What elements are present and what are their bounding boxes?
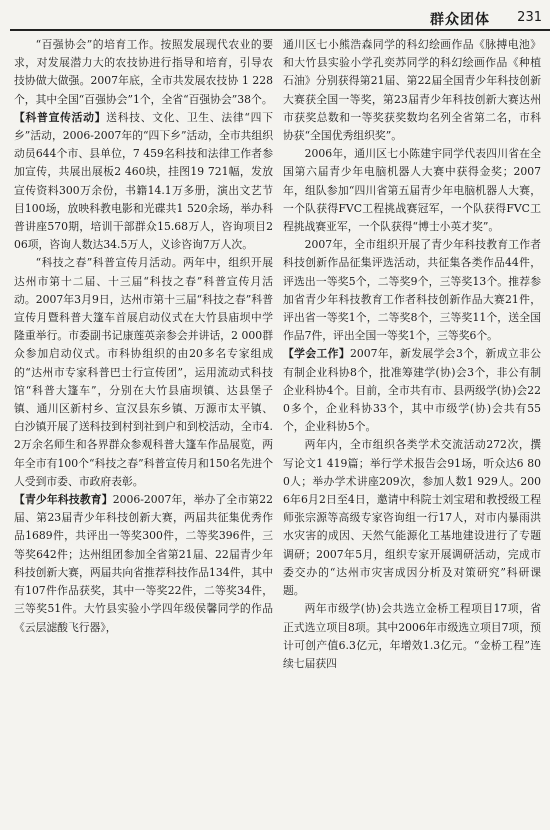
- section-tag-xuehui: 【学会工作】: [283, 347, 350, 361]
- paragraph-xuehui-text: 2007年，新发展学会3个，新成立非公有制企业科协8个，批准筹建学(协)会3个，非公有制企业科协4个。目前，全市共有市、县两级学(协)会220多个，企业科协33个，其中市级学(协)会共有55个，企业科协5个。: [283, 347, 541, 434]
- section-tag-kepu: 【科普宣传活动】: [14, 110, 107, 124]
- paragraph-kepu: [14, 109, 273, 255]
- paragraph-continued: 通川区七小熊浩森同学的科幻绘画作品《脉搏电池》和大竹县实验小学孔奕苏同学的科幻绘画作品《种植石油》分别获得第21届、第22届全国青少年科技创新大赛获全国一等奖，第23届青少年科技创新大赛达州市获奖总数和一等奖获奖数均名列全省第二名，市科协获“全国优秀组织奖”。: [283, 38, 541, 143]
- paragraph-xuehui: [283, 345, 541, 436]
- paragraph-academic: 两年内，全市组织各类学术交流活动272次，撰写论文1 419篇；举行学术报告会91场，听众达6 800人；举办学术讲座209次，参加人数1 929人。2006年6月2日至4日，邀请中科院士刘宝珺和教授级工程师张宗源等高级专家咨询组一行17人，对市内暴雨洪水灾害的成因、天然气能源化工基地建设进行了专题调研；2007年5月，组织专家开展调研活动，完成市委交办的“达州市灾害成因分析及对策研究”科研课题。: [283, 438, 541, 598]
- paragraph-nongjixie: “百强协会”的培育工作。按照发展现代农业的要求，对发展潜力大的农技协进行指导和培育，引导农技协做大做强。2007年底，全市共发展农技协 1 228个，其中全国“百强协会”1个，全省“百强协会”38个。: [14, 38, 273, 106]
- paragraph-teachers: 2007年，全市组织开展了青少年科技教育工作者科技创新作品征集评选活动，共征集各类作品44件，评选出一等奖5个，二等奖9个，三等奖13个。推荐参加省青少年科技教育工作者科技创新作品大赛21件，评出省一等奖1个，二等奖8个，三等奖11个，送全国作品7件，评出全国一等奖1个，三等奖6个。: [283, 238, 541, 343]
- left-column: [14, 36, 273, 826]
- section-title: 群众团体: [430, 12, 490, 28]
- page-number: 231: [517, 10, 542, 25]
- paragraph-qingshaonian: [14, 491, 273, 637]
- right-column: [283, 36, 541, 826]
- header-rule: [10, 29, 550, 31]
- page-header: [0, 0, 550, 30]
- paragraph-jinqiao: 两年市级学(协)会共选立金桥工程项目17项，省正式选立项目8项。其中2006年市级选立项目7项，预计可创产值6.3亿元，年增效1.3亿元。“金桥工程”连续七届获四: [283, 602, 541, 670]
- paragraph-kejizhichun: “科技之春”科普宣传月活动。两年中，组织开展达州市第十二届、十三届“科技之春”科普宣传月活动。2007年3月9日，达州市第十三届“科技之春”科普宣传月暨科普大篷车首展启动仪式在大竹县庙坝中学隆重举行。市委副书记康莲英亲参会并讲话，2 000群众参加启动仪式。市科协组织的由20多名专家组成的“达州市专家科普巴士行宣传团”，运用流动式科技馆“科普大篷车”，分别在大竹县庙坝镇、达县堡子镇、通川区新村乡、宣汉县东乡镇、万源市太平镇、白沙镇开展了送科技到村到社到户和到校活动，全市4.2万余名师生和各界群众参观科普大篷车作品展览，两年全市有100个“科技之春”科普宣传月和150名先进个人受到市委、市政府表彰。: [14, 256, 273, 488]
- section-tag-qingshaonian: 【青少年科技教育】: [14, 493, 113, 507]
- paragraph-kepu-text: 送科技、文化、卫生、法律“四下乡”活动，2006-2007年的“四下乡”活动，全市共组织动员644个市、县单位，7 459名科技和法律工作者参加宣传，共展出展板2 460块，挂图19 721幅，发放宣传资料300万余份，书籍14.1万多册，演出文艺节目100场，放映科教电影和光碟共1 520余场，举办科普讲座570期，培训干部群众15.68万人，咨询项目206项，咨询人数达34.5万人，义诊咨询7万人次。: [14, 110, 273, 252]
- paragraph-robot: 2006年，通川区七小陈建宇同学代表四川省在全国第六届青少年电脑机器人大赛中获得金奖；2007年，组队参加“四川省第五届青少年电脑机器人大赛，一个队获得FVC工程挑战赛冠军，一个队获得FVC工程挑战赛亚军，一个队获得“博士小英才奖”。: [283, 147, 541, 234]
- paragraph-qingshaonian-text: 2006-2007年，举办了全市第22届、第23届青少年科技创新大赛，两届共征集优秀作品1689件，共评出一等奖300件，二等奖396件，三等奖642件；达州组团参加全省第21届、22届青少年科技创新大赛，两届共向省推荐科技作品134件，其中有107件作品获奖，其中一等奖22件，二等奖34件，三等奖51件。大竹县实验小学四年级侯馨同学的作品《云层滤酸飞行器》，: [14, 493, 273, 634]
